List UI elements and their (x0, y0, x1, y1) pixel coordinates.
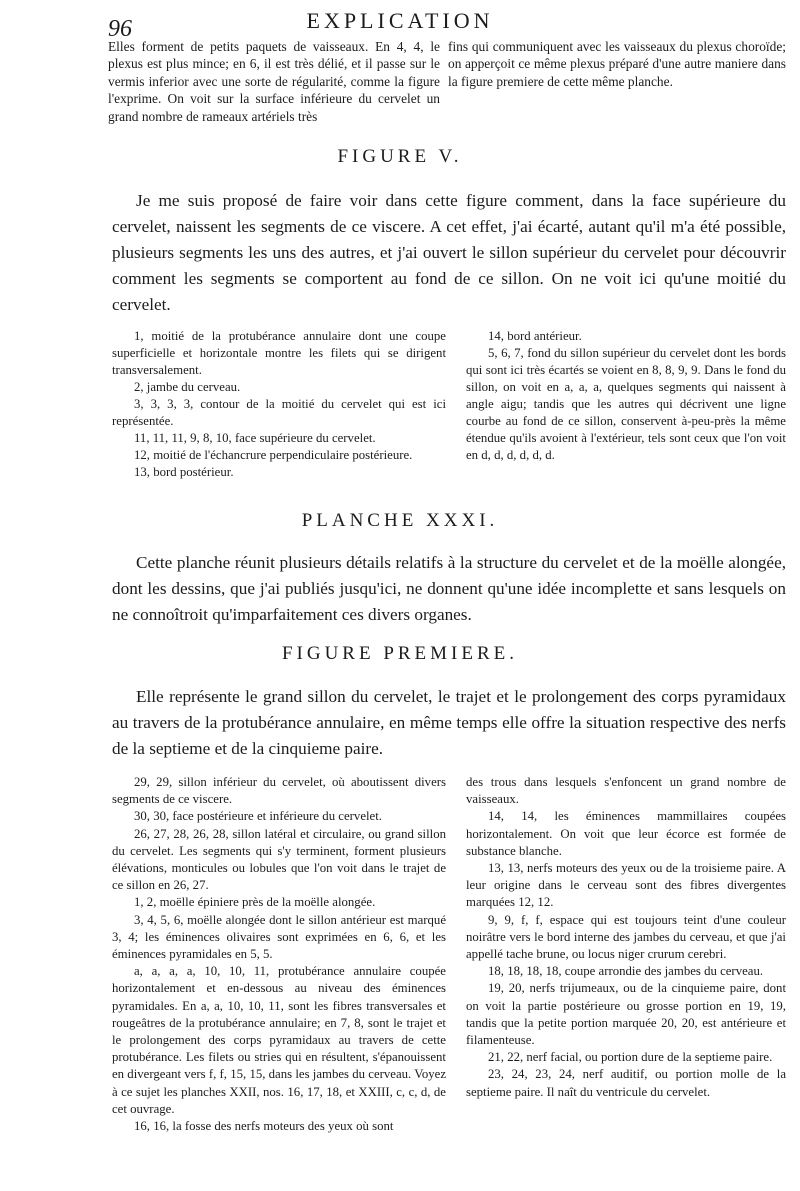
legend-item: a, a, a, a, 10, 10, 11, protubérance annulaire coupée horizontalement et en-dessous au niveau des éminences pyramidales. En a, a, 10, 10, 11, sont les fibres transversales et rougeâtres de la protubérance annulaire; en 7, 8, sont le trajet et le prolongement des corps pyramidaux au travers de cette protubérance. Les filets ou stries qui en résultent, s'épanouissent en divergeant vers f, f, 15, 15, dans les jambes du cerveau. Voyez à ce sujet les planches XXII, nos. 16, 17, 18, et XXIII, c, c, d, de cet ouvrage. (112, 964, 446, 1116)
legend-item: 16, 16, la fosse des nerfs moteurs des yeux où sont (134, 1119, 394, 1134)
figure-premiere-intro: Elle représente le grand sillon du cervelet, le trajet et le prolongement des corps pyramidaux au travers de la protubérance annulaire, en même temps elle offre la situation respective des nerfs de la septieme et de la cinquieme paire. (112, 687, 786, 758)
legend-item: 13, bord postérieur. (134, 465, 234, 479)
top-right-column (448, 38, 786, 90)
legend-item: 30, 30, face postérieure et inférieure du cervelet. (134, 809, 382, 824)
figure-v-intro: Je me suis proposé de faire voir dans cette figure comment, dans la face supérieure du cervelet, naissent les segments de ce viscere. A cet effet, j'ai écarté, autant qu'il m'a été possible, plusieurs segments les uns des autres, et j'ai ouvert le sillon supérieur du cervelet pour découvrir comment les segments se comportent au fond de ce sillon. On ne voit ici qu'une moitié du cervelet. (112, 191, 786, 314)
legend-item: 13, 13, nerfs moteurs des yeux ou de la troisieme paire. A leur origine dans le cerveau sont des fibres divergentes marquées 12, 12. (466, 861, 786, 910)
figure-premiere-left-legend (112, 774, 446, 1135)
legend-item: 14, bord antérieur. (488, 329, 582, 343)
legend-item: 23, 24, 23, 24, nerf auditif, ou portion molle de la septieme paire. Il naît du ventricule du cervelet. (466, 1067, 786, 1099)
legend-item: 3, 3, 3, 3, contour de la moitié du cervelet qui est ici représentée. (112, 397, 446, 428)
legend-item: 2, jambe du cerveau. (134, 380, 241, 394)
legend-item: 1, moitié de la protubérance annulaire dont une coupe superficielle et horizontale montre les filets qui se dirigent transversalement. (112, 329, 446, 377)
figure-v-right-legend (466, 328, 786, 464)
legend-item: 3, 4, 5, 6, moëlle alongée dont le sillon antérieur est marqué 3, 4; les éminences olivaires sont exprimées en 6, 6, et les éminences pyramidales en 5, 5. (112, 912, 446, 962)
legend-item: 19, 20, nerfs trijumeaux, ou de la cinquieme paire, dont on voit la partie postérieure ou grosse portion en 19, 19, tandis que la petite portion marquée 20, 20, est antérieure et filamenteuse. (466, 981, 786, 1048)
planche-xxxi-intro: Cette planche réunit plusieurs détails relatifs à la structure du cervelet et de la moëlle alongée, dont les dessins, que j'ai publiés jusqu'ici, ne donnent qu'une idée incomplette et sans lesquels on ne connoîtroit qu'imparfaitement ces divers organes. (112, 553, 786, 624)
section-heading-planche-xxxi: PLANCHE XXXI. (301, 510, 499, 531)
paragraph: fins qui communiquent avec les vaisseaux du plexus choroïde; on apperçoit ce même plexus préparé d'une autre maniere dans la figure premiere de cette même planche. (448, 39, 786, 89)
section-heading-figure-premiere: FIGURE PREMIERE. (281, 643, 519, 664)
legend-item: 18, 18, 18, 18, coupe arrondie des jambes du cerveau. (488, 964, 764, 979)
legend-item: 12, moitié de l'échancrure perpendiculaire postérieure. (134, 448, 413, 462)
legend-item: 29, 29, sillon inférieur du cervelet, où aboutissent divers segments de ce viscere. (112, 775, 446, 807)
figure-v-left-legend (112, 328, 446, 481)
legend-item: 14, 14, les éminences mammillaires coupées horizontalement. On voit que leur écorce est formée de substance blanche. (466, 809, 786, 858)
legend-item: 11, 11, 11, 9, 8, 10, face supérieure du cervelet. (134, 431, 376, 445)
top-left-column (108, 38, 440, 125)
figure-premiere-right-legend (466, 774, 786, 1101)
paragraph: Elles forment de petits paquets de vaisseaux. En 4, 4, le plexus est plus mince; en 6, il est très délié, et il passe sur le vermis inferior avec une sorte de régularité, comme la figure l'exprime. On voit sur la surface inférieure du cervelet un grand nombre de rameaux artériels très (108, 39, 440, 124)
legend-item: 26, 27, 28, 26, 28, sillon latéral et circulaire, ou grand sillon du cervelet. Les segments qui s'y terminent, forment plusieurs élévations, monticules ou lobules que l'on voit dans le trajet de ce sillon en 26, 27. (112, 826, 446, 893)
legend-item: 5, 6, 7, fond du sillon supérieur du cervelet dont les bords qui sont ici très écartés se voient en 8, 8, 9, 9. Dans le fond du sillon, on voit en a, a, a, quelques segments qui naissent à angle aigu; tandis que les autres qui décrivent une ligne courbe au fond de ce sillon, conservent à-peu-près la même étendue qu'ils avoient à l'extérieur, tels sont ceux que l'on voit en d, d, d, d, d, d. (466, 346, 786, 462)
section-heading-figure-v: FIGURE V. (337, 146, 463, 167)
page-number: 96 (108, 16, 132, 42)
legend-item: 9, 9, f, f, espace qui est toujours teint d'une couleur noirâtre vers le bord interne des jambes du cerveau, et que j'ai appellé tache brune, ou locus niger crurum cerebri. (466, 912, 786, 962)
legend-item: 1, 2, moëlle épiniere près de la moëlle alongée. (134, 895, 376, 910)
running-title: EXPLICATION (306, 8, 494, 33)
legend-item: 21, 22, nerf facial, ou portion dure de la septieme paire. (488, 1050, 773, 1065)
legend-item: des trous dans lesquels s'enfoncent un grand nombre de vaisseaux. (466, 775, 786, 807)
